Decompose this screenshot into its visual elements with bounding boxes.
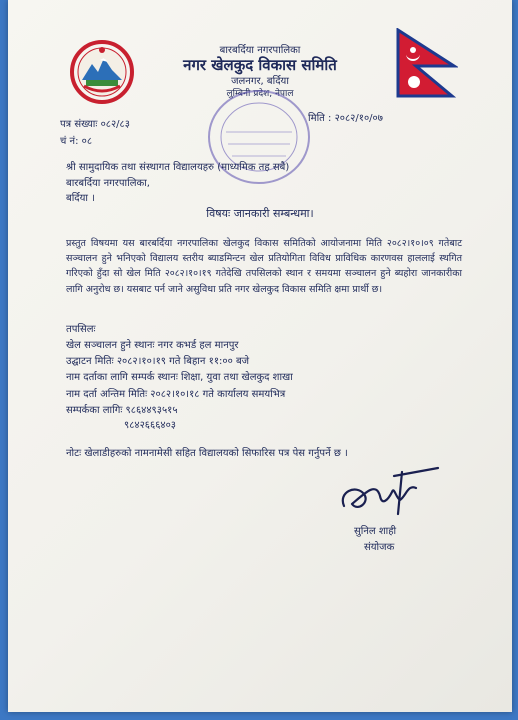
letter-date: मिति : २०८२/१०/०७ [308, 113, 383, 124]
details-heading: तपसिलः [66, 324, 96, 335]
detail-contact-2: ९८४२६६६४०३ [124, 420, 176, 431]
detail-venue: खेल सञ्चालन हुने स्थानः नगर कभर्ड हल मानपुर [66, 340, 239, 351]
province-country: लुम्बिनी प्रदेश, नेपाल [226, 89, 294, 99]
office-location: जलनगर, बर्दिया [231, 76, 289, 87]
committee-name: नगर खेलकुद विकास समिति [183, 56, 337, 74]
dispatch-number: चं नं: ०८ [60, 136, 93, 147]
subject-line: विषयः जानकारी सम्बन्धमा। [206, 207, 314, 220]
recipient-line-3: बर्दिया । [66, 193, 95, 204]
letter-page [8, 0, 512, 712]
official-stamp [204, 82, 314, 192]
detail-registration-deadline: नाम दर्ता अन्तिम मितिः २०८२।१०।१८ गते कार्यालय समयभित्र [66, 389, 286, 400]
municipality-name: बारबर्दिया नगरपालिका [219, 45, 301, 56]
detail-opening: उद्घाटन मितिः २०८२।१०।१९ गते बिहान ११:०० बजे [66, 356, 250, 367]
signature [336, 462, 446, 522]
body-paragraph: प्रस्तुत विषयमा यस बारबर्दिया नगरपालिका खेलकुद विकास समितिको आयोजनामा मिति २०८२।१०।०९ गतेबाट सञ्चालन हुने भनिएको विद्यालय स्तरीय ब्याडमिन्टन खेल प्रतियोगिता विविध प्राविधिक कारणवस हाललाई स्थगित गरिएको हुँदा सो खेल मिति २०८२।१०।१९ गतेदेखि तपसिलको स्थान र समयमा सञ्चालन हुने ब्यहोरा जानकारीका लागि अनुरोध छ। यसबाट पर्न जाने असुविधा प्रति नगर खेलकुद विकास समिति क्षमा प्रार्थी छ। [66, 238, 462, 295]
letter-number: पत्र संख्याः ०८२/८३ [60, 119, 130, 130]
recipient-line-1: श्री सामुदायिक तथा संस्थागत विद्यालयहरु (माध्यमिक तह सबै) [66, 162, 290, 173]
detail-registration-place: नाम दर्ताका लागि सम्पर्क स्थानः शिक्षा, युवा तथा खेलकुद शाखा [66, 372, 293, 383]
signatory-title: संयोजक [364, 542, 395, 553]
recipient-line-2: बारबर्दिया नगरपालिका, [66, 178, 150, 189]
signatory-name: सुनिल शाही [354, 526, 397, 537]
detail-contact: सम्पर्कका लागिः ९८६४४९३५१५ [66, 405, 178, 416]
note-line: नोटः खेलाडीहरुको नामनामेसी सहित विद्यालयको सिफारिस पत्र पेस गर्नुपर्ने छ । [66, 448, 348, 459]
nepal-flag-icon [394, 28, 458, 98]
